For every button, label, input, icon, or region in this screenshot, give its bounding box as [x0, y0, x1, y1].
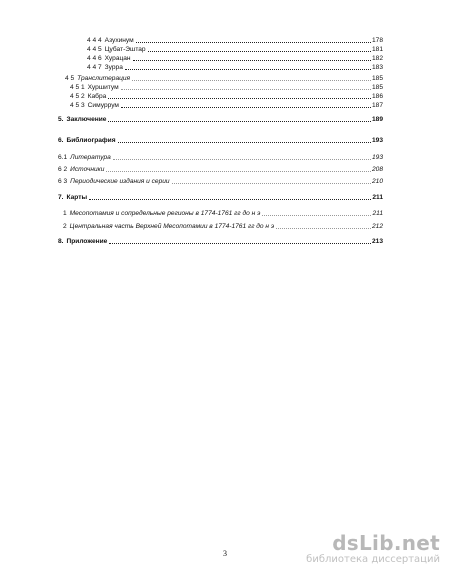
entry-number: 4 5 — [65, 75, 75, 82]
page-number: 3 — [223, 549, 227, 558]
entry-title: Периодические издания и серии — [70, 178, 170, 185]
entry-number: 4 5 1 — [70, 84, 85, 91]
entry-title: Источники — [70, 166, 105, 173]
entry-number: 1 — [63, 210, 67, 217]
entry-number: 6. — [58, 137, 64, 144]
toc-entry[interactable] — [87, 63, 383, 72]
toc-entry[interactable] — [58, 165, 383, 174]
toc-entry[interactable] — [58, 136, 383, 145]
entry-title: Зурра — [104, 64, 123, 71]
dot-leader — [125, 69, 371, 70]
dot-leader — [106, 171, 371, 172]
entry-title: Карты — [66, 194, 88, 201]
watermark[interactable] — [306, 532, 440, 566]
toc-entry[interactable] — [87, 45, 383, 54]
toc-entry[interactable] — [58, 153, 383, 162]
entry-page: 208 — [371, 166, 383, 173]
entry-title: Цубат-Эштар — [104, 46, 146, 53]
entry-number: 6 3 — [58, 178, 68, 185]
entry-title: Кабра — [87, 93, 107, 100]
dot-leader — [148, 51, 371, 52]
dot-leader — [276, 228, 371, 229]
entry-page: 212 — [371, 223, 383, 230]
dot-leader — [121, 107, 371, 108]
toc-entry[interactable] — [70, 83, 383, 92]
entry-number: 2 — [63, 223, 67, 230]
entry-page: 185 — [371, 75, 383, 82]
entry-number: 6.1 — [58, 154, 68, 161]
toc-entry[interactable] — [58, 115, 383, 124]
entry-number: 5. — [58, 116, 64, 123]
dot-leader — [133, 60, 371, 61]
entry-title: Литература — [70, 154, 111, 161]
entry-number: 8. — [58, 238, 64, 245]
entry-page: 189 — [371, 116, 383, 123]
entry-title: Азухинум — [104, 37, 134, 44]
entry-number: 4 4 4 — [87, 37, 102, 44]
entry-number: 4 5 3 — [70, 102, 85, 109]
entry-page: 178 — [371, 37, 383, 44]
dot-leader — [172, 183, 371, 184]
dot-leader — [89, 199, 371, 200]
entry-title: Хурацан — [104, 55, 131, 62]
dot-leader — [262, 215, 371, 216]
entry-page: 186 — [371, 93, 383, 100]
toc-entry[interactable] — [58, 237, 383, 246]
watermark-logo: dsLib.net — [332, 531, 440, 555]
entry-title: Приложение — [66, 238, 108, 245]
toc-entry[interactable] — [70, 101, 383, 110]
entry-title: Месопотамия и сопредельные регионы в 1774-1761 гг до н э — [69, 210, 261, 217]
entry-page: 210 — [371, 178, 383, 185]
entry-number: 4 5 2 — [70, 93, 85, 100]
entry-title: Библиография — [66, 137, 116, 144]
entry-title: Центральная часть Верхней Месопотамии в 1774-1761 гг до н э — [69, 223, 275, 230]
toc-entry[interactable] — [87, 36, 383, 45]
entry-page: 183 — [371, 64, 383, 71]
entry-number: 4 4 7 — [87, 64, 102, 71]
dot-leader — [109, 243, 371, 244]
dot-leader — [121, 89, 371, 90]
entry-page: 213 — [371, 238, 383, 245]
dot-leader — [132, 80, 371, 81]
watermark-subtitle: библиотека диссертаций — [306, 554, 440, 565]
entry-page: 185 — [371, 84, 383, 91]
dot-leader — [108, 98, 371, 99]
toc-entry[interactable] — [87, 54, 383, 63]
entry-page: 181 — [371, 46, 383, 53]
dot-leader — [108, 121, 371, 122]
dot-leader — [113, 159, 371, 160]
toc-entry[interactable] — [58, 177, 383, 186]
entry-title: Заключение — [66, 116, 107, 123]
toc-entry[interactable] — [63, 209, 383, 218]
entry-title: Хуршитум — [87, 84, 119, 91]
entry-page: 182 — [371, 55, 383, 62]
dot-leader — [118, 142, 371, 143]
toc-entry[interactable] — [70, 92, 383, 101]
entry-page: 211 — [372, 210, 383, 217]
entry-page: 211 — [372, 194, 383, 201]
entry-page: 193 — [371, 154, 383, 161]
dot-leader — [136, 42, 371, 43]
toc-entry[interactable] — [63, 222, 383, 231]
entry-page: 193 — [371, 137, 383, 144]
entry-number: 4 4 5 — [87, 46, 102, 53]
entry-number: 7. — [58, 194, 64, 201]
entry-number: 4 4 6 — [87, 55, 102, 62]
entry-title: Симуррум — [87, 102, 119, 109]
toc-entry[interactable] — [58, 193, 383, 202]
entry-page: 187 — [371, 102, 383, 109]
entry-title: Транслитерация — [77, 75, 131, 82]
toc-entry[interactable] — [65, 74, 383, 83]
entry-number: 6 2 — [58, 166, 68, 173]
